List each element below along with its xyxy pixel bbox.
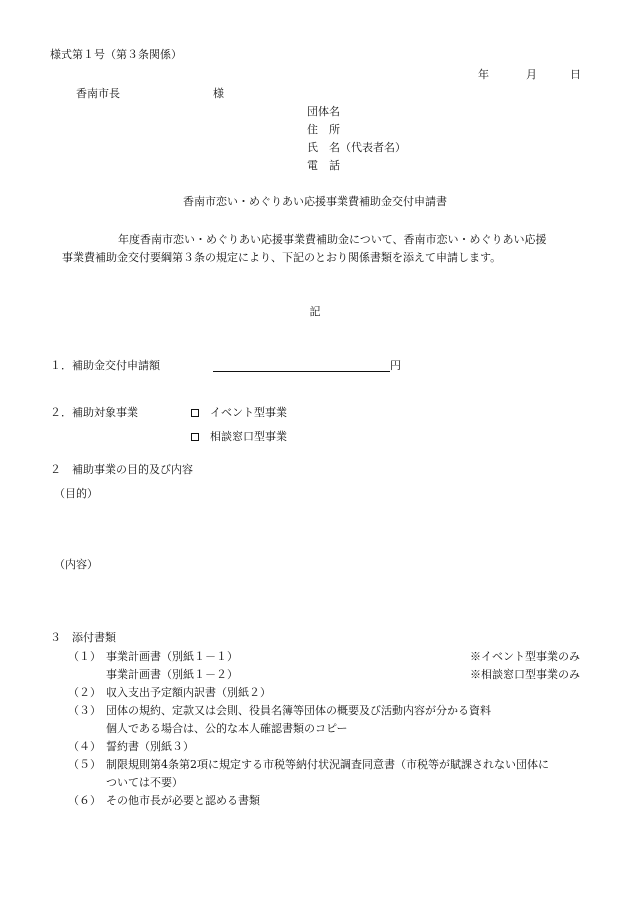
item3-label: ２ 補助事業の目的及び内容 xyxy=(50,463,193,476)
doc-1b-text: 事業計画書（別紙１－２） xyxy=(106,668,238,681)
item1-label: １．補助金交付申請額 xyxy=(50,359,160,372)
content-label: （内容） xyxy=(54,558,98,571)
doc-3-text: 団体の規約、定款又は会則、役員名簿等団体の概要及び活動内容が分かる資料 xyxy=(106,704,491,717)
doc-1b-note: ※相談窓口型事業のみ xyxy=(470,668,580,681)
date-day: 日 xyxy=(570,68,581,81)
doc-3-num: （３） xyxy=(68,704,101,717)
item1-unit: 円 xyxy=(390,359,401,372)
body-line-1: 年度香南市恋い・めぐりあい応援事業費補助金について、香南市恋い・めぐりあい応援 xyxy=(118,233,547,246)
doc-2-text: 収入支出予定額内訳書（別紙２） xyxy=(106,686,271,699)
applicant-phone-label: 電 話 xyxy=(307,159,340,172)
doc-4-text: 誓約書（別紙３） xyxy=(106,740,194,753)
doc-1-note: ※イベント型事業のみ xyxy=(470,650,580,663)
event-type-option: イベント型事業 xyxy=(210,406,287,419)
consultation-type-option: 相談窓口型事業 xyxy=(210,430,287,443)
doc-6-num: （６） xyxy=(68,794,101,807)
item4-label: ３ 添付書類 xyxy=(50,631,116,644)
document-title: 香南市恋い・めぐりあい応援事業費補助金交付申請書 xyxy=(183,195,447,208)
item2-label: ２．補助対象事業 xyxy=(50,406,138,419)
doc-5-text: 制限規則第4条第2項に規定する市税等納付状況調査同意書（市税等が賦課されない団体に xyxy=(106,758,549,771)
addressee-name: 香南市長 xyxy=(76,87,120,100)
doc-5-num: （５） xyxy=(68,758,101,771)
date-year: 年 xyxy=(478,68,489,81)
doc-3b-text: 個人である場合は、公的な本人確認書類のコピー xyxy=(106,722,348,735)
applicant-org-label: 団体名 xyxy=(307,105,340,118)
doc-5b-text: ついては不要） xyxy=(106,776,183,789)
form-number: 様式第１号（第３条関係） xyxy=(50,48,182,61)
applicant-name-label: 氏 名（代表者名） xyxy=(307,141,406,154)
event-type-checkbox[interactable] xyxy=(191,409,199,417)
addressee-honorific: 様 xyxy=(213,87,224,100)
doc-4-num: （４） xyxy=(68,740,101,753)
amount-field-line[interactable] xyxy=(213,371,390,372)
ki-heading: 記 xyxy=(309,305,321,318)
date-month: 月 xyxy=(526,68,537,81)
doc-1-num: （１） xyxy=(68,650,101,663)
consultation-type-checkbox[interactable] xyxy=(191,433,199,441)
doc-1-text: 事業計画書（別紙１－１） xyxy=(106,650,238,663)
body-line-2: 事業費補助金交付要綱第３条の規定により、下記のとおり関係書類を添えて申請します。 xyxy=(62,251,502,264)
doc-2-num: （２） xyxy=(68,686,101,699)
purpose-label: （目的） xyxy=(54,487,98,500)
doc-6-text: その他市長が必要と認める書類 xyxy=(106,794,260,807)
applicant-address-label: 住 所 xyxy=(307,123,340,136)
